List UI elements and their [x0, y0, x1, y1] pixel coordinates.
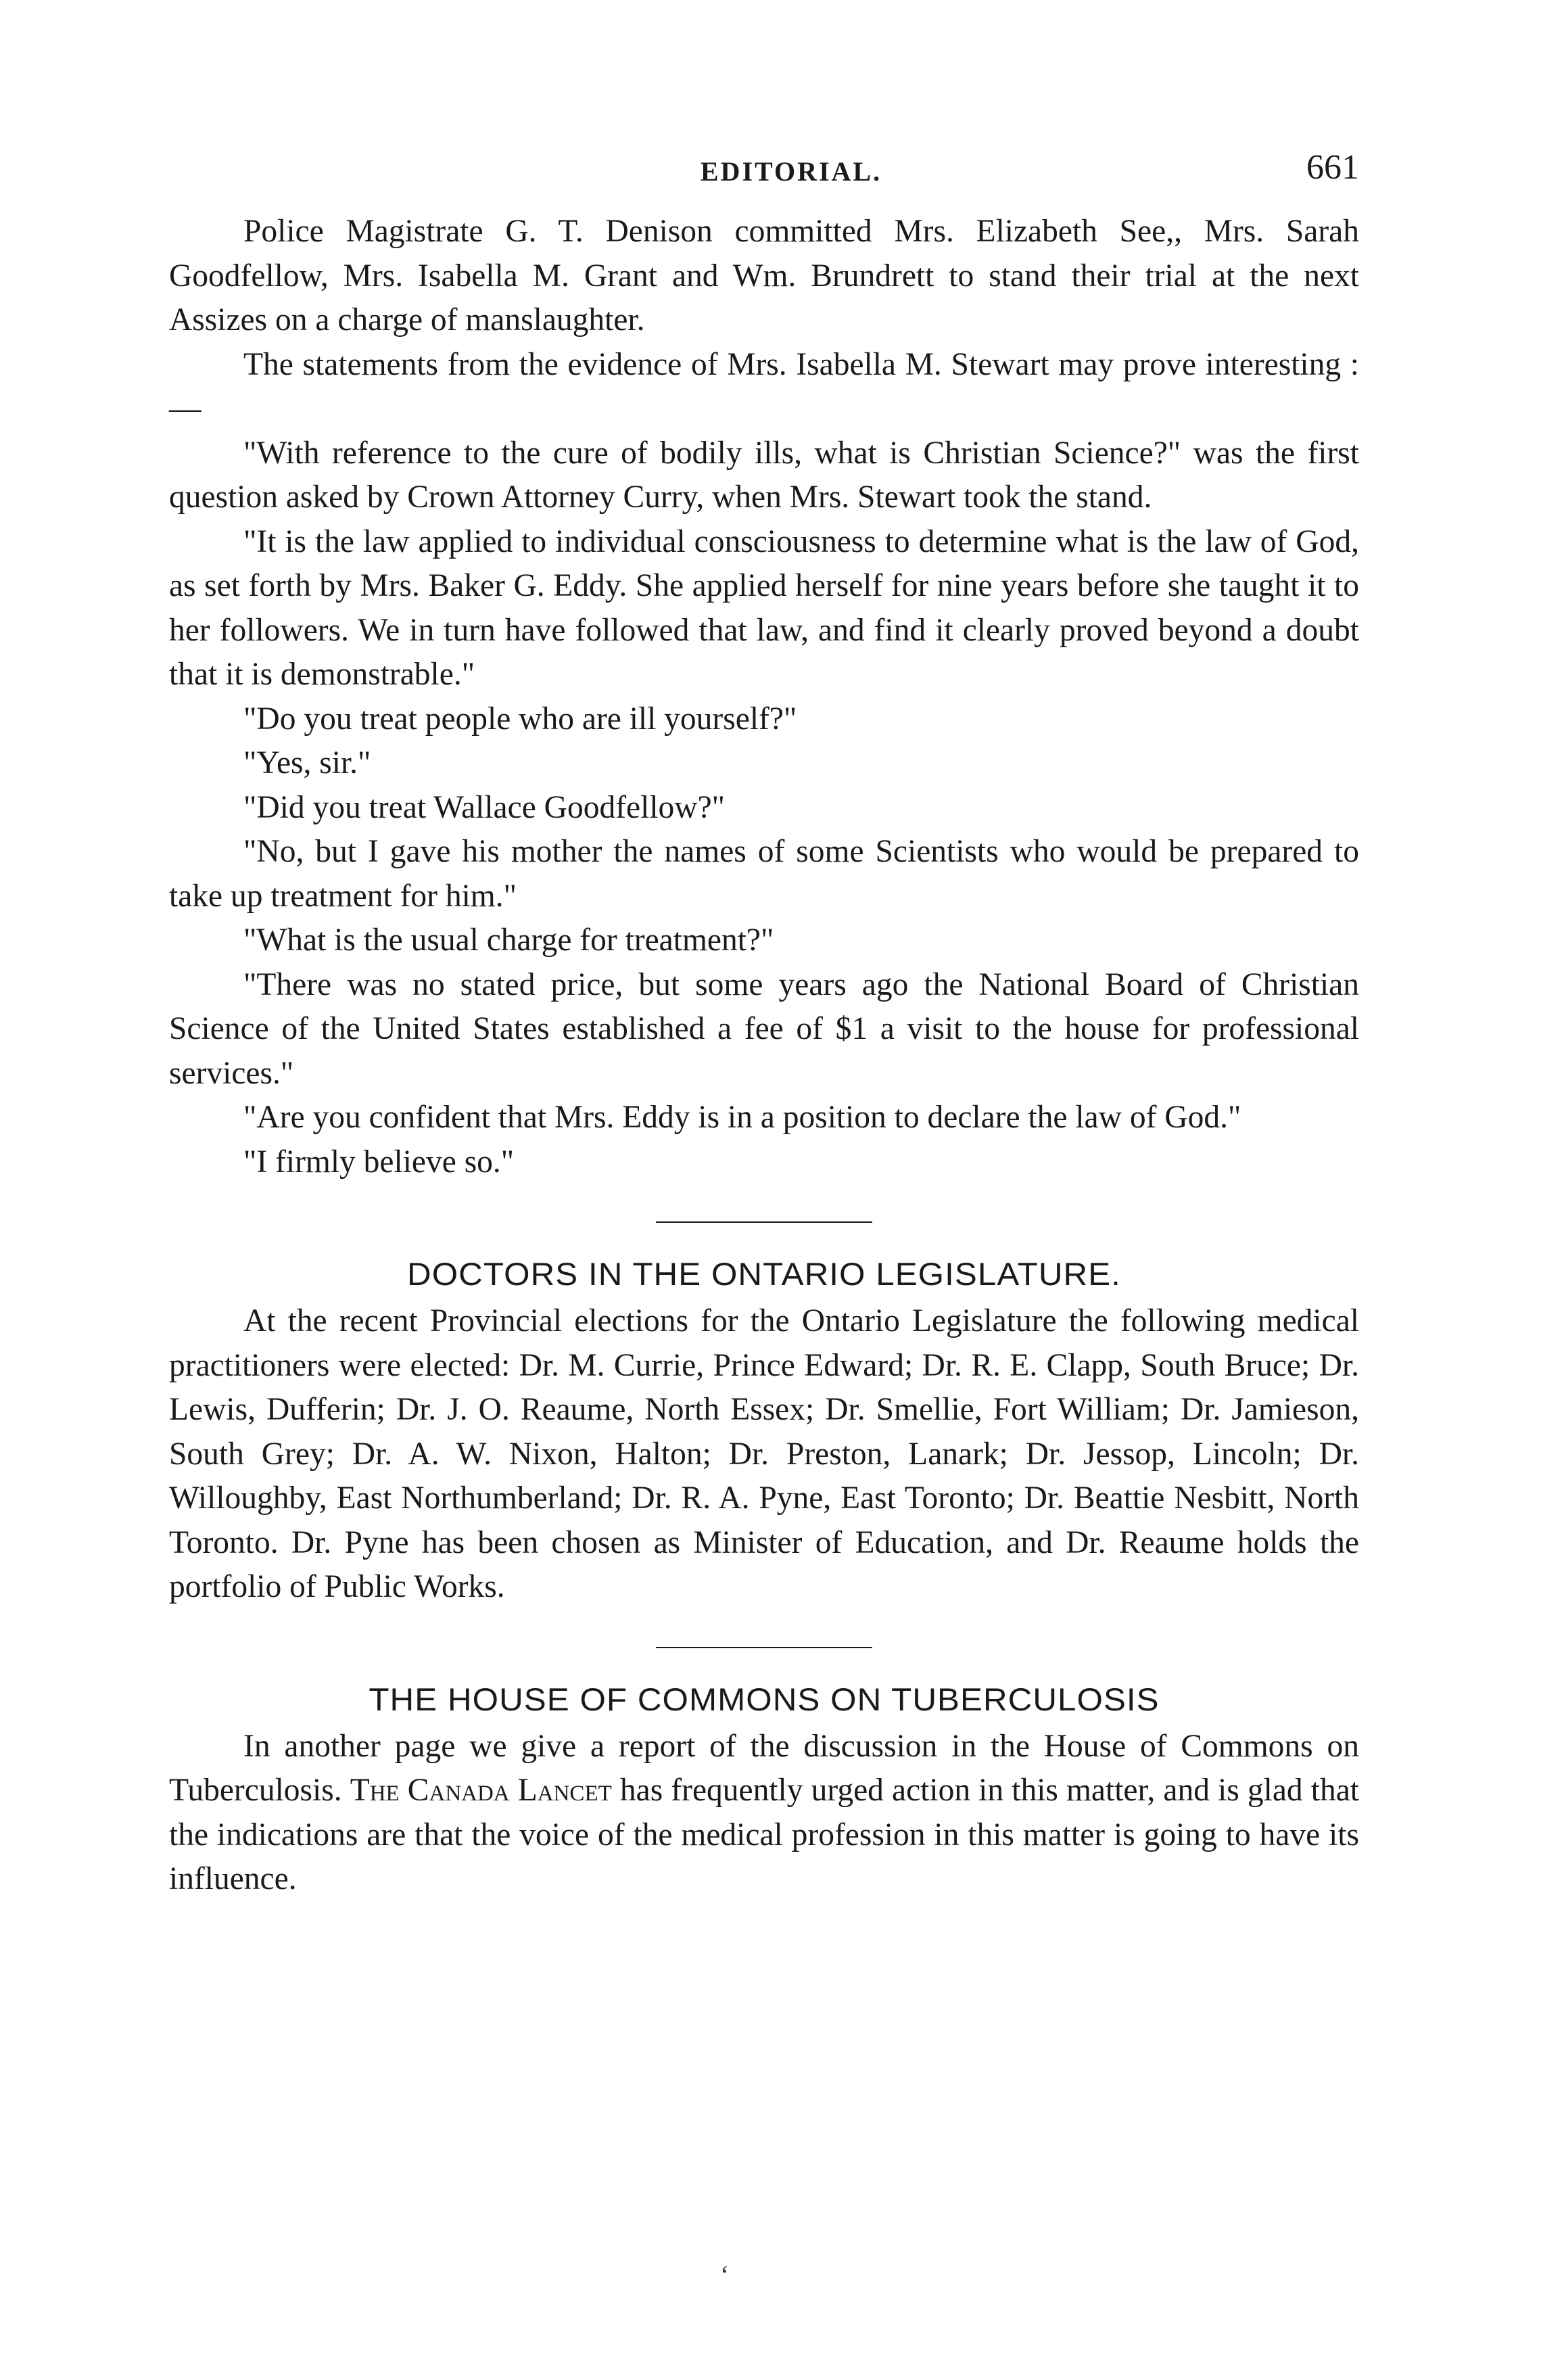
journal-name: The Canada Lancet [350, 1773, 612, 1808]
paragraph: At the recent Provincial elections for the Ontario Legislature the following medical practitioners were elected: Dr. M. Currie, Prince Edward; Dr. R. E. Clapp, South Bruce; Dr. Lewis, Dufferin; Dr. J. O. Reaume, North Essex; Dr. Smellie, Fort William; Dr. Jamieson, South Grey; Dr. A. W. Nixon, Halton; Dr. Preston, Lanark; Dr. Jessop, Lincoln; Dr. Willoughby, East Northumberland; Dr. R. A. Pyne, East Toronto; Dr. Beattie Nesbitt, North Toronto. Dr. Pyne has been chosen as Minister of Education, and Dr. Reaume holds the portfolio of Public Works. [169, 1303, 1359, 1604]
running-title: EDITORIAL. [700, 156, 882, 187]
section-tuberculosis [169, 1679, 1359, 1902]
section-divider [656, 1221, 872, 1223]
paragraph: "What is the usual charge for treatment?" [243, 923, 774, 958]
stray-print-mark: ‘ [720, 2260, 730, 2290]
paragraph: Police Magistrate G. T. Denison committed Mrs. Elizabeth See,, Mrs. Sarah Goodfellow, Mrs. Isabella M. Grant and Wm. Brundrett to stand their trial at the next Assizes on a charge of manslaughter. [169, 214, 1359, 337]
paragraph: "It is the law applied to individual consciousness to determine what is the law of God, as set forth by Mrs. Baker G. Eddy. She applied herself for nine years before she taught it to her followers. We in turn have followed that law, and find it clearly proved beyond a doubt that it is demonstrable." [169, 523, 1359, 692]
paragraph: "Did you treat Wallace Goodfellow?" [243, 789, 726, 825]
paragraph [169, 1725, 1359, 1902]
running-head [169, 135, 1359, 210]
paragraph: "With reference to the cure of bodily ills, what is Christian Science?" was the first question asked by Crown Attorney Curry, when Mrs. Stewart took the stand. [169, 435, 1359, 515]
page [169, 135, 1359, 2300]
paragraph: "Do you treat people who are ill yourself?" [243, 701, 797, 737]
paragraph: "No, but I gave his mother the names of some Scientists who would be prepared to take up treatment for him." [169, 834, 1359, 914]
page-number: 661 [1306, 148, 1359, 187]
text-run: In another page we give a report of the discussion in the House of Commons on Tuberculosis. [169, 1728, 1359, 1808]
paragraph: "There was no stated price, but some years ago the National Board of Christian Science of the United States established a fee of $1 a visit to the house for professional services." [169, 966, 1359, 1091]
section-doctors-legislature [169, 1253, 1359, 1610]
paragraph: "Are you confident that Mrs. Eddy is in a position to declare the law of God." [243, 1100, 1241, 1135]
section-heading: DOCTORS IN THE ONTARIO LEGISLATURE. [407, 1256, 1121, 1292]
paragraph: "I firmly believe so." [243, 1144, 515, 1180]
text-run: has frequently urged action in this matter, and is glad that the indications are that the voice of the medical profession in this matter is going to have its influence. [169, 1773, 1359, 1896]
section-christian-science [169, 210, 1359, 1184]
paragraph: "Yes, sir." [243, 745, 371, 780]
section-heading: THE HOUSE OF COMMONS ON TUBERCULOSIS [369, 1681, 1160, 1717]
paragraph: The statements from the evidence of Mrs. Isabella M. Stewart may prove interesting :— [169, 346, 1359, 426]
section-divider [656, 1647, 872, 1648]
